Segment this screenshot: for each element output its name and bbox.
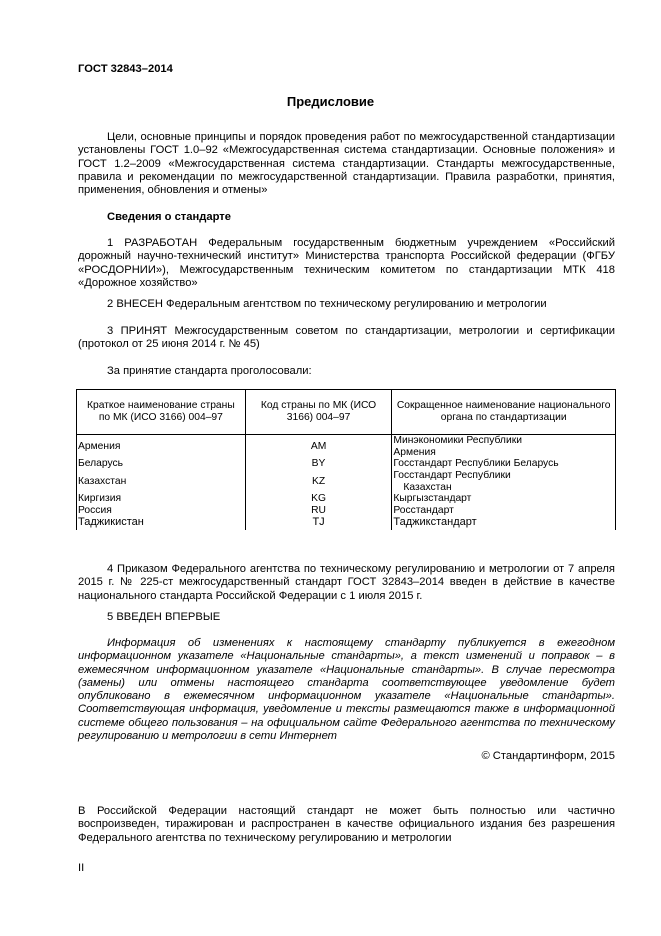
country-code: RU	[245, 505, 392, 517]
country-name: Армения	[77, 435, 246, 459]
country-name: Киргизия	[77, 493, 246, 505]
country-code: AM	[245, 435, 392, 459]
reproduction-notice: В Российской Федерации настоящий стандарт не может быть полностью или частично воспроизведен, тиражирован и распространен в качестве официального издания без разрешения Федерального агентства по техническому регулированию и метрологии	[78, 805, 615, 844]
changes-notice: Информация об изменениях к настоящему стандарту публикуется в ежегодном информационном указателе «Национальные стандарты», а текст изменений и поправок – в ежемесячном информационном указателе «Национальные стандарты». В случае пересмотра (замены) или отмены настоящего стандарта соответствующее уведомление будет опубликовано в ежемесячном информационном указателе «Национальные стандарты». Соответствующая информация, уведомление и тексты размещаются также в информационной системе общего пользования – на официальном сайте Федерального агентства по техническому регулированию и метрологии в сети Интернет	[78, 637, 615, 743]
table-row	[77, 458, 616, 470]
item-2-submitted: 2 ВНЕСЕН Федеральным агентством по техническому регулированию и метрологии	[107, 298, 547, 310]
intro-paragraph: Цели, основные принципы и порядок проведения работ по межгосударственной стандартизации установлены ГОСТ 1.0–92 «Межгосударственная система стандартизации. Основные положения» и ГОСТ 1.2–2009 «Межгосударственная система стандартизации. Стандарты межгосударственные, правила и рекомендации по межгосударственной стандартизации. Правила разработки, принятия, применения, обновления и отмены»	[78, 131, 615, 197]
item-5-introduced: 5 ВВЕДЕН ВПЕРВЫЕ	[107, 611, 221, 623]
standards-body-line2: Армения	[393, 446, 436, 458]
standards-body-line1: Госстандарт Республики	[393, 470, 511, 481]
standards-body: Кыргызстандарт	[392, 493, 616, 505]
country-code: TJ	[245, 516, 392, 530]
table-row	[77, 516, 616, 530]
country-code: KZ	[245, 470, 392, 493]
item-1-developed: 1 РАЗРАБОТАН Федеральным государственным бюджетным учреждением «Российский дорожный научно-технический институт» Министерства транспорта Российской федерации (ФГБУ «РОСДОРНИИ»), Межгосударственным техническим комитетом по стандартизации МТК 418 «Дорожное хозяйство»	[78, 237, 615, 289]
country-name: Казахстан	[77, 470, 246, 493]
page-number: II	[78, 862, 85, 874]
item-3-adopted: 3 ПРИНЯТ Межгосударственным советом по стандартизации, метрологии и сертификации (протокол от 25 июня 2014 г. № 45)	[78, 325, 615, 351]
standards-body-line1: Минэкономики Республики	[393, 435, 522, 446]
standards-body: Госстандарт Республики Беларусь	[392, 458, 616, 470]
page-title: Предисловие	[286, 94, 375, 109]
table-row	[77, 505, 616, 517]
country-name: Таджикистан	[77, 516, 246, 530]
vote-intro: За принятие стандарта проголосовали:	[107, 365, 312, 377]
country-name: Россия	[77, 505, 246, 517]
header-standards-body: Сокращенное наименование национального органа по стандартизации	[392, 390, 616, 435]
table-row	[77, 470, 616, 493]
item-4-enacted: 4 Приказом Федерального агентства по техническому регулированию и метрологии от 7 апреля 2015 г. № 225-ст межгосударственный стандарт ГОСТ 32843–2014 введен в действие в качестве национального стандарта Российской Федерации с 1 июля 2015 г.	[78, 563, 615, 602]
table-row	[77, 493, 616, 505]
standards-body: Таджикстандарт	[392, 516, 616, 530]
section-heading-standard-info: Сведения о стандарте	[107, 211, 231, 223]
header-country-code: Код страны по МК (ИСО 3166) 004–97	[245, 390, 392, 435]
document-code: ГОСТ 32843–2014	[78, 63, 173, 75]
country-code: KG	[245, 493, 392, 505]
copyright: © Стандартинформ, 2015	[481, 750, 615, 762]
table-header-row	[77, 390, 616, 435]
table-row	[77, 435, 616, 459]
standards-body	[392, 435, 616, 459]
standards-body-line2: Казахстан	[403, 481, 452, 493]
vote-table	[76, 389, 616, 530]
standards-body: Росстандарт	[392, 505, 616, 517]
standards-body	[392, 470, 616, 493]
country-name: Беларусь	[77, 458, 246, 470]
country-code: BY	[245, 458, 392, 470]
header-country-name: Краткое наименование страны по МК (ИСО 3166) 004–97	[77, 390, 246, 435]
